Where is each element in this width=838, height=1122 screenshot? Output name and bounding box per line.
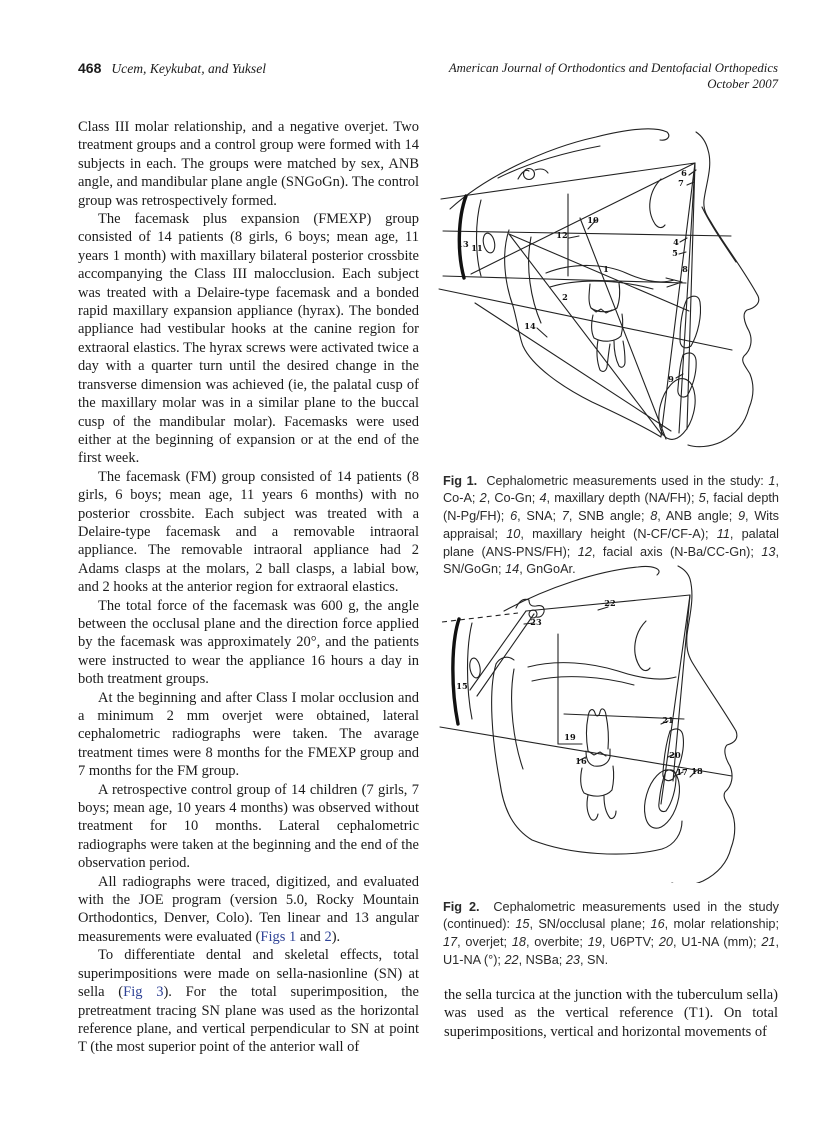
- figure-landmark-label: 8: [682, 264, 688, 274]
- figure-landmark-label: 9: [668, 374, 674, 384]
- text-segment: 17: [443, 935, 458, 950]
- text-segment: 18: [511, 935, 526, 950]
- text-segment: , Co-Gn;: [486, 491, 540, 506]
- text-segment: To differentiate dental and skeletal effects, total superimpositions were made on sella-nasionline (SN) at sella (: [78, 947, 419, 1001]
- left-text-column: [78, 118, 419, 1057]
- text-segment: 8: [650, 509, 658, 524]
- text-segment: 16: [650, 917, 665, 932]
- text-segment: , SNB angle;: [568, 509, 651, 524]
- text-segment: The facemask (FM) group consisted of 14 patients (8 girls, 6 boys; mean age, 11 years 6 months) with no posterior crossbite. Each subject was treated with a Delaire-type facemask and a removable intraoral appliance. The removable intraoral appliance had 2 Adams clasps at the molars, 2 ball clasps, a labial bow, and 2 hooks at the anterior region for extraoral elastics.: [78, 468, 419, 596]
- figure-landmark-label: 19: [564, 732, 576, 742]
- text-segment: 1: [768, 473, 776, 488]
- text-segment: 20: [658, 935, 673, 950]
- figure-landmark-label: 17: [676, 767, 688, 777]
- text-segment: 5: [698, 491, 706, 506]
- figure-landmark-label: 12: [556, 230, 568, 240]
- figure-landmark-label: 21: [662, 715, 674, 725]
- figure-landmark-label: 13: [457, 239, 469, 249]
- journal-issue: October 2007: [707, 77, 778, 91]
- text-segment: , palatal plane (ANS-PNS/FH);: [443, 526, 779, 559]
- text-segment: 7: [561, 509, 569, 524]
- text-segment: 19: [587, 935, 602, 950]
- running-head-left: [78, 60, 266, 78]
- figure-reference-link[interactable]: Figs 1: [260, 928, 297, 945]
- figure-2: [430, 561, 790, 883]
- running-head-authors: Ucem, Keykubat, and Yuksel: [111, 61, 267, 76]
- text-segment: A retrospective control group of 14 children (7 girls, 7 boys; mean age, 10 years 4 months) was observed without treatment for 10 months. Lateral cephalometric radiographs were taken at the beginning and the end of the observation period.: [78, 781, 419, 872]
- figure-2-caption: [443, 886, 779, 982]
- text-segment: , SN/occlusal plane;: [529, 917, 651, 932]
- text-segment: 11: [716, 526, 730, 541]
- text-segment: Fig 2.: [443, 899, 480, 914]
- figure-landmark-label: 10: [587, 215, 599, 225]
- text-segment: and: [296, 928, 325, 945]
- fig1-cephalometric-tracing: [438, 112, 790, 458]
- text-segment: ).: [331, 928, 341, 945]
- text-segment: Cephalometric measurements used in the study:: [477, 473, 769, 488]
- figure-landmark-label: 15: [456, 681, 468, 691]
- text-segment: 13: [761, 544, 776, 559]
- text-segment: 6: [510, 509, 518, 524]
- text-segment: 14: [505, 562, 520, 577]
- figure-landmark-label: 14: [524, 321, 536, 331]
- text-segment: , facial depth (N-Pg/FH);: [443, 491, 779, 524]
- text-segment: , SNA;: [517, 509, 562, 524]
- right-text-column: [444, 986, 778, 1041]
- text-segment: , SN.: [579, 952, 609, 967]
- figure-landmark-label: 4: [673, 237, 679, 247]
- text-segment: , SN/GoGn;: [443, 544, 779, 577]
- text-segment: The facemask plus expansion (FMEXP) group consisted of 14 patients (8 girls, 6 boys; mean age, 11 years 1 month) with maxillary bilateral posterior crossbite accompanying the Class III malocclusion. Each subject was treated with a Delaire-type facemask and a bonded rapid maxillary expansion appliance (hyrax). The bonded appliance had vestibular hooks at the canine region for extraoral elastics. The hyrax screws were activated twice a day with a quarter turn until the desired change in the transverse dimension was achieved (ie, the palatal cusp of the maxillary molar was in a similar plane to the buccal cusp of the mandibular molar). Facemasks were used either at the beginning of expansion or at the end of the first week.: [78, 211, 419, 467]
- figure-landmark-label: 22: [604, 598, 616, 608]
- fig2-cephalometric-tracing: [430, 561, 790, 883]
- text-segment: , ANB angle;: [657, 509, 738, 524]
- figure-landmark-label: 18: [691, 766, 703, 776]
- text-segment: Fig 1.: [443, 473, 478, 488]
- text-segment: , molar relationship;: [664, 917, 779, 932]
- text-segment: , Wits appraisal;: [443, 509, 779, 541]
- figure-landmark-label: 6: [681, 168, 687, 178]
- text-segment: 23: [565, 952, 580, 967]
- text-segment: At the beginning and after Class I molar occlusion and a minimum 2 mm overjet were obtained, lateral cephalometric radiographs were taken. The avarage treatment times were 8 months for the FMEXP group and 7 months for the FM group.: [78, 689, 419, 780]
- text-segment: Class III molar relationship, and a negative overjet. Two treatment groups and a control group were formed with 14 subjects in each. The groups were matched by sex, ANB angle, and mandibular plane angle (SNGoGn). The control group was retrospectively formed.: [78, 119, 419, 209]
- figure-landmark-label: 2: [562, 292, 568, 302]
- text-segment: , U1-NA (mm);: [672, 935, 762, 950]
- figure-landmark-label: 20: [669, 750, 681, 760]
- running-head-right: [449, 60, 778, 92]
- text-segment: 12: [577, 544, 592, 559]
- text-segment: , overjet;: [457, 935, 512, 950]
- text-segment: , maxillary height (N-CF/CF-A);: [520, 526, 717, 541]
- text-segment: , overbite;: [525, 935, 588, 950]
- figure-landmark-label: 7: [678, 178, 684, 188]
- figure-landmark-label: 11: [471, 243, 483, 253]
- figure-landmark-label: 23: [530, 617, 542, 627]
- text-segment: All radiographs were traced, digitized, and evaluated with the JOE program (version 5.0, Rocky Mountain Orthodontics, Denver, Colo). Ten linear and 13 angular measurements were evaluated (: [78, 873, 419, 945]
- text-segment: , facial axis (N-Ba/CC-Gn);: [591, 544, 762, 559]
- text-segment: , maxillary depth (NA/FH);: [546, 491, 699, 506]
- figure-reference-link[interactable]: Fig 3: [123, 984, 164, 1001]
- text-segment: , U1-NA (°);: [443, 935, 779, 967]
- text-segment: 15: [515, 917, 530, 932]
- text-segment: Cephalometric measurements used in the study (continued):: [443, 899, 779, 932]
- text-segment: , Co-A;: [443, 473, 779, 506]
- text-segment: 21: [761, 935, 776, 950]
- text-segment: 9: [737, 509, 746, 524]
- journal-title: American Journal of Orthodontics and Dentofacial Orthopedics: [448, 61, 778, 75]
- figure-landmark-label: 5: [672, 248, 678, 258]
- text-segment: , U6PTV;: [601, 935, 659, 950]
- text-segment: 10: [506, 526, 521, 541]
- text-segment: , NSBa;: [518, 952, 566, 967]
- text-segment: The total force of the facemask was 600 g, the angle between the occlusal plane and the direction force applied by the facemask was approximately 20°, and the patients were instructed to wear the appliance 16 hours a day in both treatment groups.: [78, 597, 419, 688]
- page-number: 468: [78, 60, 102, 76]
- figure-1: [438, 112, 790, 458]
- text-segment: the sella turcica at the junction with the tuberculum sella) was used as the vertical reference (T1). On total superimpositions, vertical and horizontal movements of: [444, 987, 778, 1040]
- text-segment: , GnGoAr.: [519, 562, 576, 577]
- figure-reference-link[interactable]: 2: [324, 928, 332, 945]
- text-segment: 2: [479, 491, 487, 506]
- text-segment: 22: [504, 952, 519, 967]
- figure-landmark-label: 1: [603, 264, 609, 274]
- text-segment: 4: [539, 491, 547, 506]
- text-segment: ). For the total superimposition, the pretreatment tracing SN plane was used as the horizontal reference plane, and vertical perpendicular to SN at point T (the most superior point of the anterior wall of: [78, 984, 419, 1056]
- figure-landmark-label: 16: [575, 756, 587, 766]
